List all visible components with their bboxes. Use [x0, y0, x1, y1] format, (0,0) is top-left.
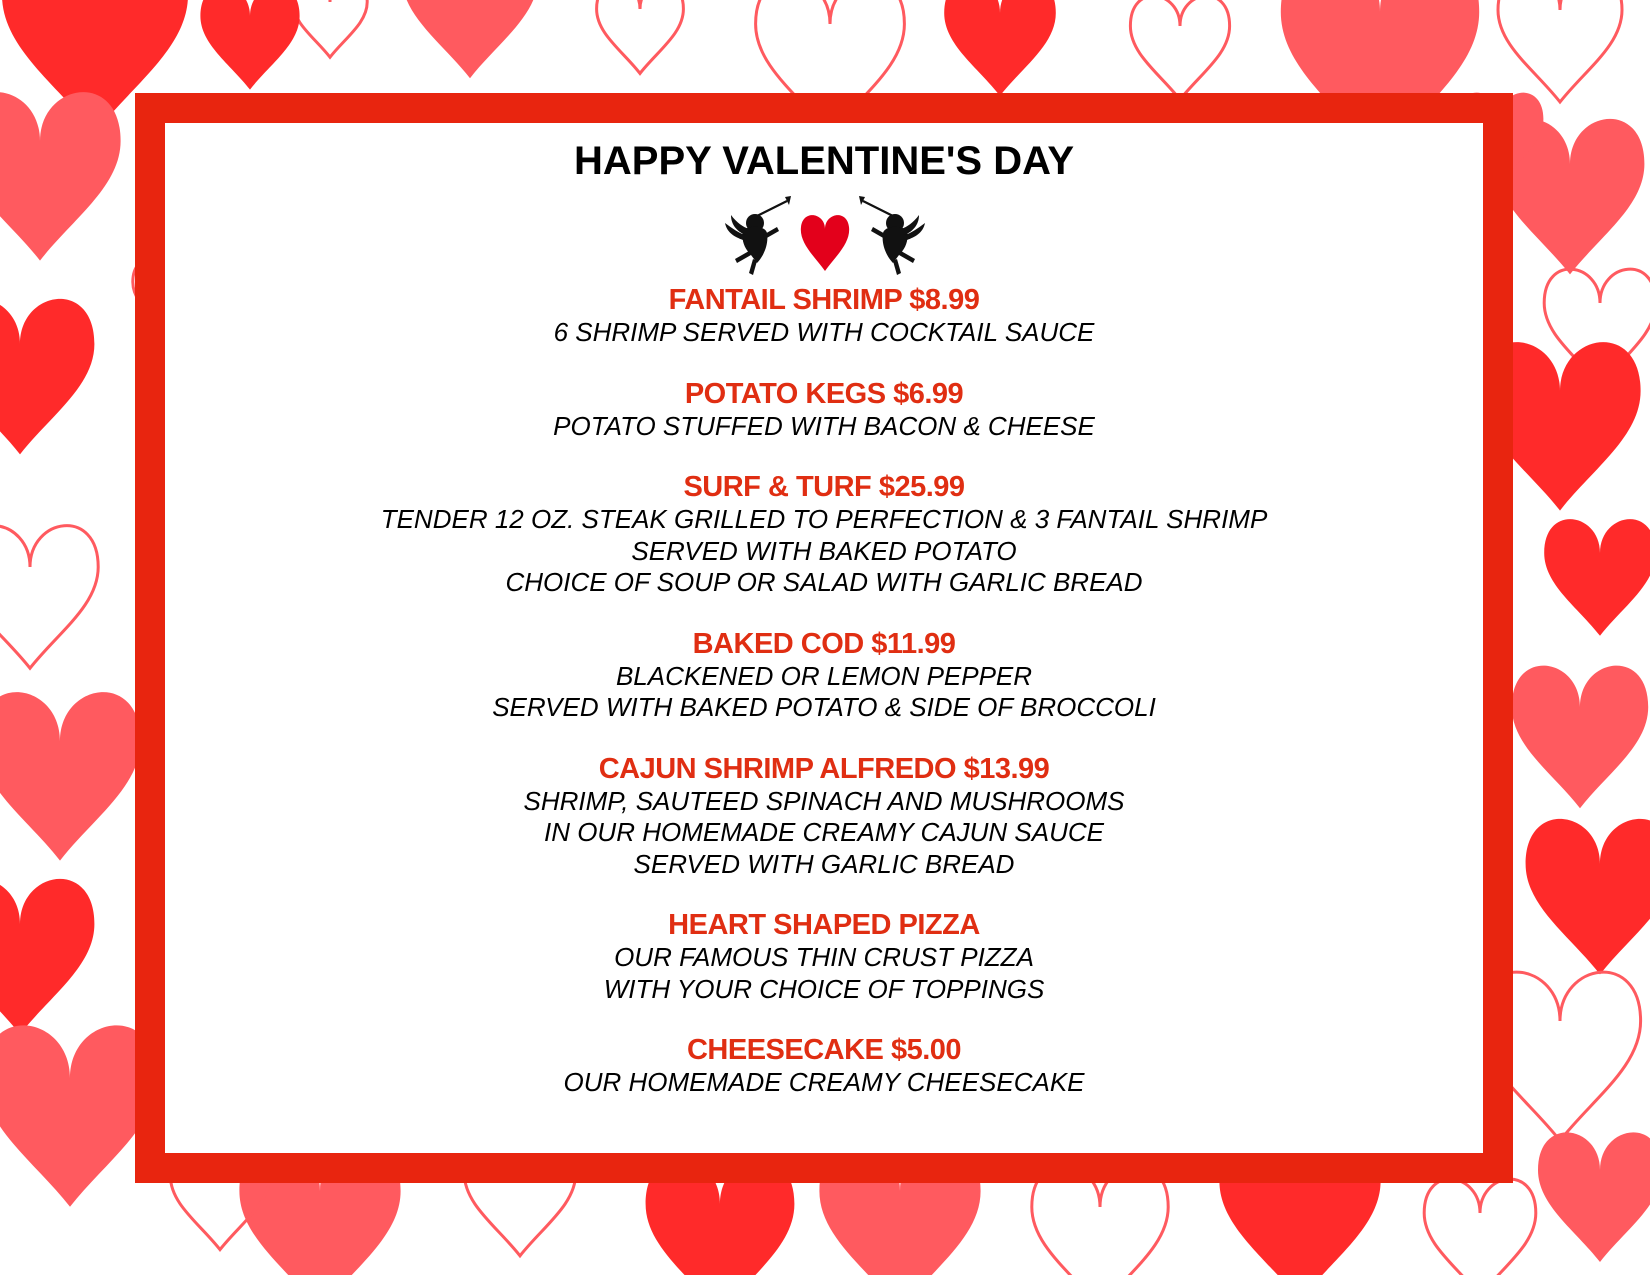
menu-item-description: TENDER 12 OZ. STEAK GRILLED TO PERFECTION & 3 FANTAIL SHRIMP [380, 504, 1268, 534]
menu-item-description: OUR HOMEMADE CREAMY CHEESECAKE [563, 1067, 1085, 1097]
menu-item-name: HEART SHAPED PIZZA [668, 909, 980, 941]
heart-icon [0, 692, 141, 860]
menu-item-name: SURF & TURF $25.99 [683, 471, 965, 503]
heart-icon [597, 0, 684, 73]
menu-item [165, 1033, 1483, 1099]
menu-item [165, 470, 1483, 599]
heart-icon [0, 92, 121, 260]
menu-item-description: IN OUR HOMEMADE CREAMY CAJUN SAUCE [543, 817, 1105, 847]
heart-icon [1526, 819, 1650, 975]
heart-icon [1498, 0, 1622, 102]
heart-icon [801, 215, 849, 271]
heart-icon [0, 299, 94, 455]
menu-item-name: CHEESECAKE $5.00 [686, 1034, 962, 1066]
menu-item-description: CHOICE OF SOUP OR SALAD WITH GARLIC BREAD [505, 567, 1143, 597]
menu-item-description: WITH YOUR CHOICE OF TOPPINGS [603, 973, 1045, 1004]
menu-item [165, 627, 1483, 724]
heart-icon [1512, 666, 1648, 809]
cupid-trumpet-icon [859, 196, 925, 275]
menu-item-description: SERVED WITH BAKED POTATO & SIDE OF BROCCOLI [492, 692, 1156, 722]
menu-panel [165, 123, 1483, 1153]
menu-item-name: CAJUN SHRIMP ALFREDO $13.99 [598, 752, 1050, 785]
menu-item-name: BAKED COD $11.99 [692, 627, 956, 660]
menu-item-description: 6 SHRIMP SERVED WITH COCKTAIL SAUCE [553, 317, 1095, 347]
heart-icon [1424, 1179, 1536, 1275]
cupids-heart-art [705, 193, 945, 283]
menu-item-description: POTATO STUFFED WITH BACON & CHEESE [553, 410, 1095, 441]
menu-item-name: POTATO KEGS $6.99 [684, 377, 964, 410]
heart-icon [0, 526, 98, 669]
menu-item-description: SERVED WITH GARLIC BREAD [633, 848, 1015, 879]
page-title: HAPPY VALENTINE'S DAY [574, 139, 1074, 183]
menu-item-description: BLACKENED OR LEMON PEPPER [615, 660, 1033, 691]
menu-item [165, 377, 1483, 443]
menu-item [165, 752, 1483, 881]
heart-icon [293, 0, 367, 57]
menu-item-description: OUR FAMOUS THIN CRUST PIZZA [614, 942, 1034, 972]
heart-icon [1538, 1132, 1650, 1262]
heart-icon [944, 0, 1056, 96]
heart-icon [200, 0, 299, 90]
menu-list [165, 283, 1483, 1127]
menu-item [165, 283, 1483, 349]
heart-icon [1130, 0, 1229, 100]
menu-item-description: SERVED WITH BAKED POTATO [631, 535, 1017, 566]
menu-item-name: FANTAIL SHRIMP $8.99 [668, 284, 980, 316]
heart-icon [0, 879, 94, 1035]
cupid-trumpet-icon [725, 196, 791, 275]
menu-item [165, 908, 1483, 1005]
heart-icon [402, 0, 538, 78]
heart-icon [1544, 519, 1650, 636]
menu-frame [135, 93, 1513, 1183]
heart-icon [0, 1025, 157, 1206]
menu-item-description: SHRIMP, SAUTEED SPINACH AND MUSHROOMS [523, 785, 1125, 816]
